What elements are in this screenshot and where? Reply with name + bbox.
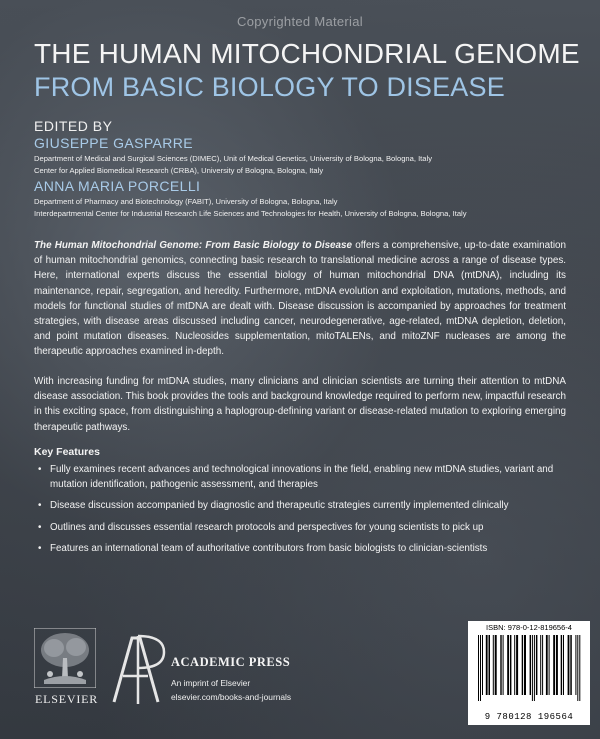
imprint-text: An imprint of Elsevier xyxy=(171,678,251,688)
description-paragraph-2: With increasing funding for mtDNA studies, many clinicians and clinician scientists are turning their attention to mtDNA disease association. This book provides the tools and background knowledge required to perform new, impactful research in this exciting space, from distinguishing a haplogroup-defining variant or disease-related mutation to exploring emerging therapeutic pathways. xyxy=(34,376,566,433)
key-feature-item xyxy=(34,520,574,535)
editor-name-1: GIUSEPPE GASPARRE xyxy=(34,135,194,151)
bullet-icon: • xyxy=(38,500,42,512)
publisher-url: elsevier.com/books-and-journals xyxy=(171,692,292,702)
key-feature-text: Fully examines recent advances and technological innovations in the field, enabling new mtDNA studies, variant and mutation identification, pathogenic assessment, and therapies xyxy=(50,464,554,491)
editor-2-affiliation-2: Interdepartmental Center for Industrial Research Life Sciences and Technologies for Health, University of Bologna, Bologna, Italy xyxy=(34,209,467,218)
paragraph-1-text: offers a comprehensive, up-to-date examination of human mitochondrial genomics, connecting basic research to translational medicine across a range of disease types. Here, international experts discuss the essential biology of human mitochondrial DNA (mtDNA), including its maintenance, repair, segregation, and heredity. Furthermore, mtDNA evolution and exploitation, mutations, methods, and models for functional studies of mtDNA are dealt with. Disease discussion is accompanied by approaches for treatment strategies, with disease areas discussed including cancer, neurodegenerative, age-related, mtDNA depletion, deletion, and point mutation diseases. Nucleosides supplementation, mitoTALENs, and mitoZNF nucleases are among the therapeutic approaches examined in-depth. xyxy=(34,240,566,358)
key-feature-text: Features an international team of authoritative contributors from basic biologists to clinician-scientists xyxy=(50,542,488,554)
academic-press-monogram-icon xyxy=(110,628,166,706)
bullet-icon: • xyxy=(38,521,42,533)
description-paragraph-1 xyxy=(34,238,566,360)
elsevier-tree-logo-icon xyxy=(34,628,96,688)
title-line-1: THE HUMAN MITOCHONDRIAL GENOME xyxy=(34,38,580,69)
ap-monogram-text: AP xyxy=(138,704,140,705)
isbn-label: ISBN: 978-0-12-819656-4 xyxy=(486,623,572,632)
academic-press-name: ACADEMIC PRESS xyxy=(171,655,291,669)
editor-1-affiliation-1: Department of Medical and Surgical Sciences (DIMEC), Unit of Medical Genetics, University of Bologna, Bologna, Italy xyxy=(34,154,433,163)
editor-name-2: ANNA MARIA PORCELLI xyxy=(34,178,201,194)
barcode-bars-icon xyxy=(474,635,584,707)
bullet-icon: • xyxy=(38,464,42,475)
elsevier-wordmark: ELSEVIER xyxy=(35,692,99,706)
isbn-barcode xyxy=(468,621,590,725)
key-feature-text: Outlines and discusses essential research protocols and perspectives for young scientists to pick up xyxy=(50,521,484,533)
copyright-watermark: Copyrighted Material xyxy=(237,14,363,29)
editor-1-affiliation-2: Center for Applied Biomedical Research (CRBA), University of Bologna, Bologna, Italy xyxy=(34,166,324,175)
title-line-2: FROM BASIC BIOLOGY TO DISEASE xyxy=(34,72,505,102)
book-title-italic: The Human Mitochondrial Genome: From Basic Biology to Disease xyxy=(34,240,353,251)
barcode-number: 9 780128 196564 xyxy=(484,712,574,722)
key-features-heading: Key Features xyxy=(34,446,100,458)
edited-by-heading: EDITED BY xyxy=(34,118,113,134)
key-features-list xyxy=(34,462,574,562)
key-feature-text: Disease discussion accompanied by diagnostic and therapeutic strategies currently implemented clinically xyxy=(50,500,509,512)
key-feature-item xyxy=(34,541,574,556)
key-feature-item xyxy=(34,498,574,513)
editor-2-affiliation-1: Department of Pharmacy and Biotechnology (FABIT), University of Bologna, Bologna, Italy xyxy=(34,197,338,206)
bullet-icon: • xyxy=(38,542,42,554)
key-feature-item xyxy=(34,462,574,492)
